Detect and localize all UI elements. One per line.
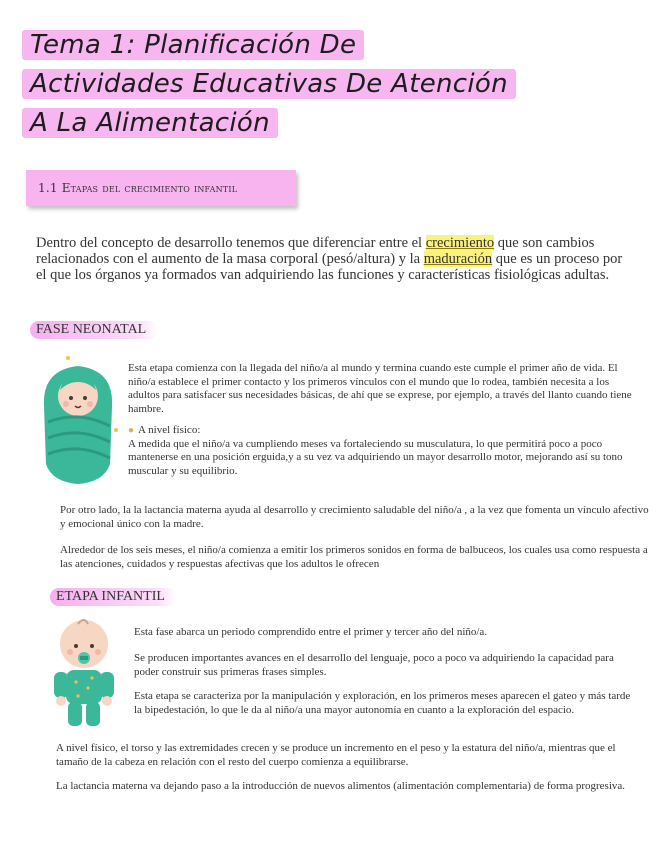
toddler-baby-icon: [48, 614, 120, 736]
neonatal-paragraph-4: Alrededor de los seis meses, el niño/a comienza a emitir los primeros sonidos en forma de balbuceos, los cuales usa como respuesta a las atenciones, cuidados y respuestas afectivas que los adultos le ofrecen: [60, 544, 648, 570]
title-line-3: A La Alimentación: [22, 108, 278, 138]
bullet-icon: ●: [128, 425, 135, 436]
swaddled-baby-icon: [38, 352, 120, 488]
infantil-paragraph-2: Se producen importantes avances en el desarrollo del lenguaje, poco a poco va adquiriendo la capacidad para poder construir sus primeras frases simples.: [134, 652, 614, 678]
intro-text-1: Dentro del concepto de desarrollo tenemos que diferenciar entre el: [36, 235, 426, 251]
neonatal-paragraph-2: A medida que el niño/a va cumpliendo meses va fortaleciendo su musculatura, lo que permitirá poco a poco mantenerse en una posición erguida,y a su vez va adquiriendo un mayor desarrollo motor, mejorando así su tono muscular y su equilibrio.: [128, 437, 623, 477]
neonatal-paragraph-3: Por otro lado, la la lactancia materna ayuda al desarrollo y crecimiento saludable del niño/a , a la vez que fomenta un vínculo afectivo y emocional único con la madre.: [60, 504, 649, 530]
title-line-2: Actividades Educativas De Atención: [22, 69, 516, 99]
page-title: [22, 26, 632, 143]
neonatal-physical-title: [128, 424, 638, 438]
neonatal-physical-title-text: A nivel físico:: [138, 424, 201, 436]
intro-text-3: que es un proceso por el que los órganos ya formados van adquiriendo las funciones y características fisiológicas adultas.: [36, 251, 623, 283]
title-line-1: Tema 1: Planificación De: [22, 30, 364, 60]
phase-label-infantil: ETAPA INFANTIL: [50, 588, 177, 606]
phase-label-neonatal: FASE NEONATAL: [30, 321, 158, 339]
section-heading: 1.1 Etapas del crecimiento infantil: [26, 170, 296, 206]
neonatal-physical-block: [118, 424, 638, 478]
highlight-crecimiento: crecimiento: [425, 235, 495, 251]
intro-paragraph: [36, 235, 636, 283]
infantil-paragraph-1: Esta fase abarca un periodo comprendido entre el primer y tercer año del niño/a.: [134, 626, 488, 638]
highlight-maduracion: maduración: [423, 251, 493, 267]
infantil-paragraph-3: Esta etapa se caracteriza por la manipulación y exploración, en los primeros meses aparecen el gateo y más tarde la bipedestación, lo que le da al niño/a una mayor autonomía en cuanto a la exploración del espacio.: [134, 690, 631, 716]
neonatal-paragraph-1: Esta etapa comienza con la llegada del niño/a al mundo y termina cuando este cumple el primer año de vida. El niño/a establece el primer contacto y los primeros vínculos con el mundo que lo rodea, también necesita a los adultos para satisfacer sus necesidades básicas, de ahí que se exprese, por ejemplo, a través del llanto cuando tiene hambre.: [128, 362, 632, 415]
infantil-paragraph-4: A nivel físico, el torso y las extremidades crecen y se produce un incremento en el peso y la estatura del niño/a, mientras que el tamaño de la cabeza en relación con el resto del cuerpo comienza a equilibrarse.: [56, 742, 616, 768]
infantil-paragraph-5: La lactancia materna va dejando paso a la introducción de nuevos alimentos (alimentación complementaria) de forma progresiva.: [56, 780, 626, 792]
intro-text-2: que son cambios relacionados con el aumento de la masa corporal (pesó/altura) y la: [36, 235, 595, 267]
